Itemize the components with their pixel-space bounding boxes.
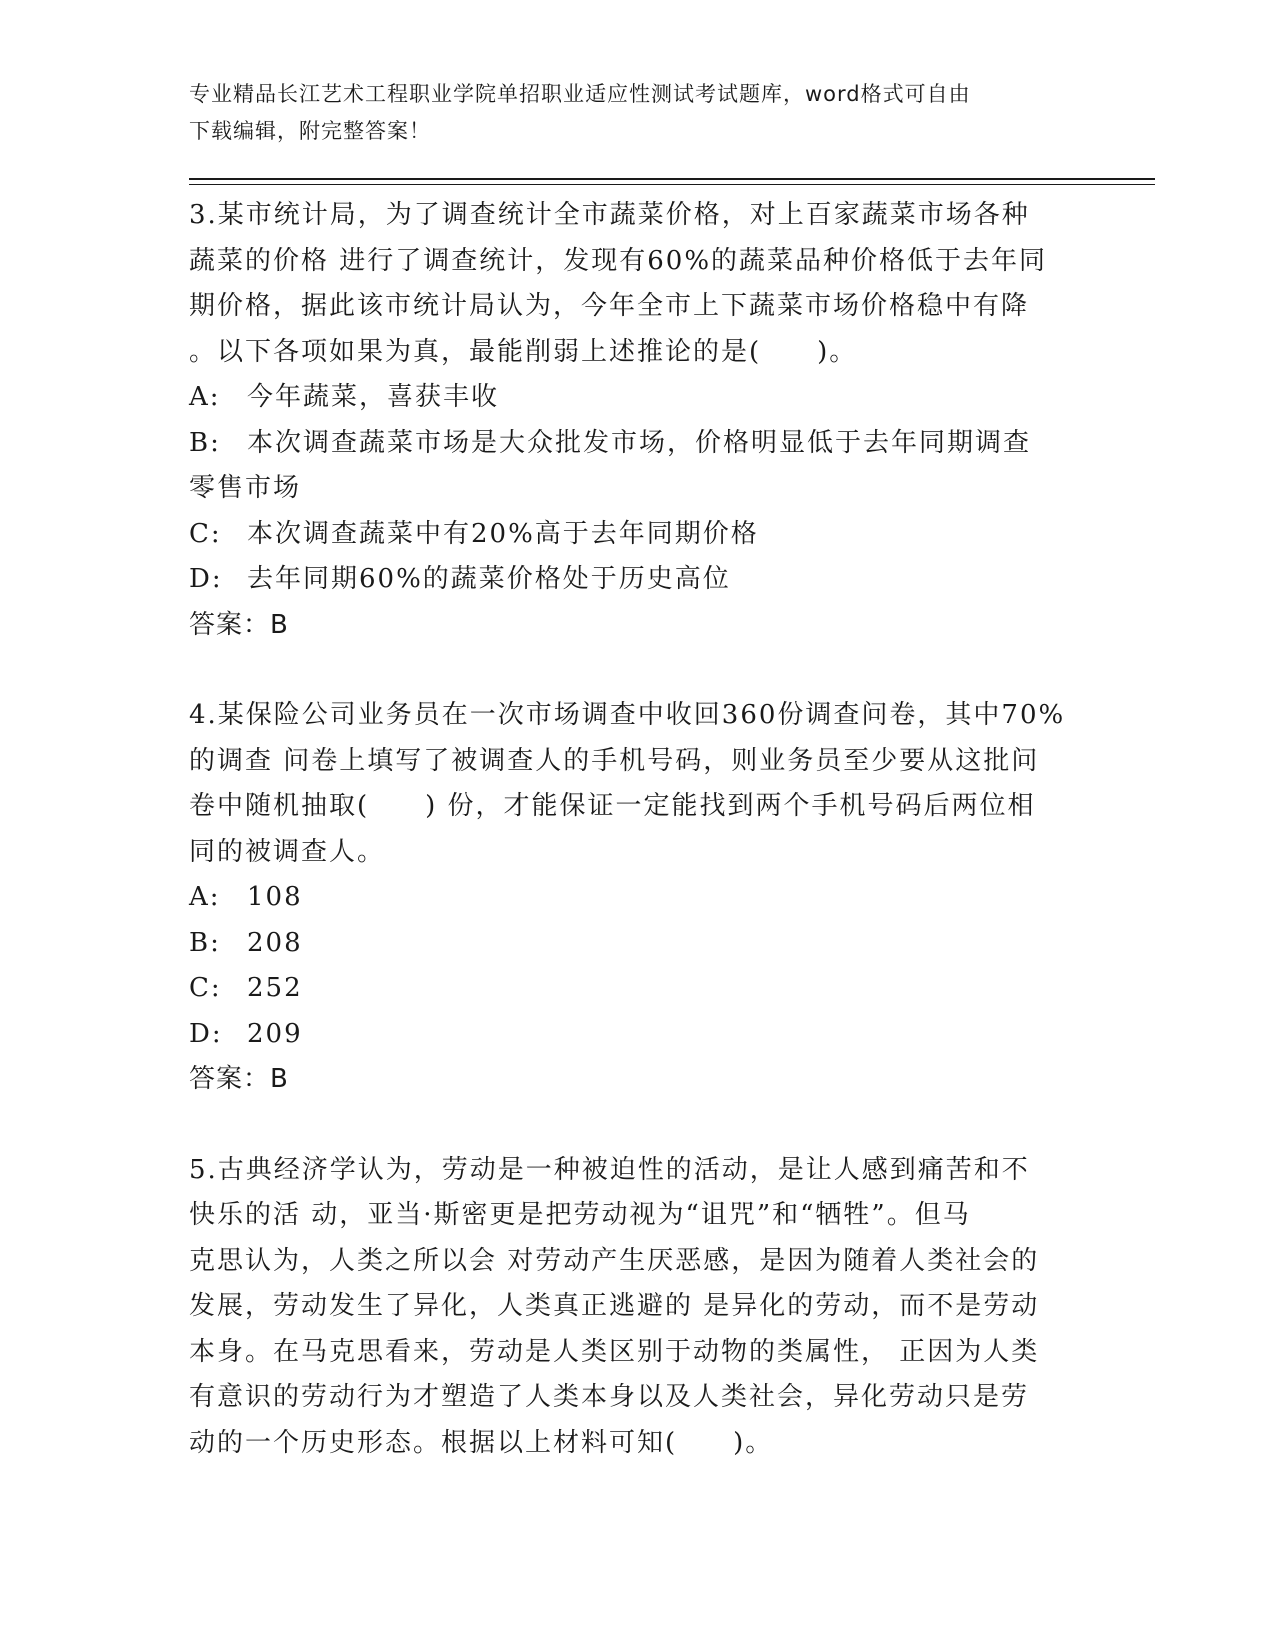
stem-line: 5.古典经济学认为，劳动是一种被迫性的活动，是让人感到痛苦和不 [189, 1154, 1030, 1185]
question-3 [189, 193, 1089, 648]
option-text: 252 [247, 973, 303, 1003]
stem-line: 蔬菜的价格 进行了调查统计，发现有60%的蔬菜品种价格低于去年同 [189, 245, 1048, 276]
question-stem [189, 1148, 1089, 1467]
option-text-continued: 零售市场 [189, 473, 302, 503]
option-letter: B: [189, 427, 221, 458]
stem-line: 的调查 问卷上填写了被调查人的手机号码，则业务员至少要从这批问 [189, 745, 1040, 776]
option-a [189, 375, 1089, 421]
option-letter: A: [189, 882, 221, 912]
stem-line: 有意识的劳动行为才塑造了人类本身以及人类社会，异化劳动只是劳 [189, 1382, 1030, 1412]
option-b [189, 921, 1089, 967]
stem-line: 。以下各项如果为真，最能削弱上述推论的是( )。 [189, 336, 858, 367]
question-stem [189, 693, 1089, 875]
option-letter: A: [189, 382, 221, 412]
option-a [189, 875, 1089, 921]
stem-line: 同的被调查人。 [189, 836, 386, 867]
option-c [189, 966, 1089, 1012]
stem-line: 期价格，据此该市统计局认为，今年全市上下蔬菜市场价格稳中有降 [189, 291, 1030, 321]
header-line-1: 专业精品长江艺术工程职业学院单招职业适应性测试考试题库，word格式可自由 [189, 82, 971, 106]
option-text: 去年同期60%的蔬菜价格处于历史高位 [247, 564, 731, 594]
stem-line: 动的一个历史形态。根据以上材料可知( )。 [189, 1427, 774, 1458]
header-rule-thick [189, 178, 1155, 180]
stem-line: 克思认为，人类之所以会 对劳动产生厌恶感，是因为随着人类社会的 [189, 1245, 1040, 1276]
question-stem [189, 193, 1089, 375]
answer-line: 答案：B [189, 1064, 289, 1094]
option-text: 108 [247, 882, 303, 912]
option-letter: B: [189, 927, 221, 958]
option-text: 本次调查蔬菜市场是大众批发市场，价格明显低于去年同期调查 [247, 427, 1032, 458]
option-d [189, 1012, 1089, 1058]
stem-line: 本身。在马克思看来，劳动是人类区别于动物的类属性， 正因为人类 [189, 1336, 1040, 1367]
option-letter: C: [189, 518, 222, 549]
option-letter: C: [189, 973, 222, 1003]
document-header [189, 76, 1089, 150]
option-text: 208 [247, 927, 303, 958]
stem-line: 卷中随机抽取( ) 份，才能保证一定能找到两个手机号码后两位相 [189, 791, 1036, 821]
stem-line: 4.某保险公司业务员在一次市场调查中收回360份调查问卷，其中70% [189, 700, 1066, 730]
option-b [189, 421, 1089, 512]
question-5 [189, 1148, 1089, 1467]
header-line-2: 下载编辑，附完整答案！ [189, 119, 431, 143]
spacer [189, 648, 1089, 693]
header-rule-thin [189, 184, 1155, 185]
stem-line: 发展，劳动发生了异化，人类真正逃避的 是异化的劳动，而不是劳动 [189, 1291, 1040, 1321]
option-text: 今年蔬菜，喜获丰收 [247, 382, 500, 412]
option-text: 209 [247, 1018, 303, 1049]
option-letter: D: [189, 1018, 223, 1049]
option-text: 本次调查蔬菜中有20%高于去年同期价格 [247, 518, 759, 549]
question-4 [189, 693, 1089, 1103]
spacer [189, 1103, 1089, 1148]
option-d [189, 557, 1089, 603]
option-c [189, 512, 1089, 558]
stem-line: 快乐的活 动，亚当·斯密更是把劳动视为“诅咒”和“牺牲”。但马 [189, 1200, 971, 1230]
document-body [189, 193, 1089, 1466]
stem-line: 3.某市统计局，为了调查统计全市蔬菜价格，对上百家蔬菜市场各种 [189, 200, 1030, 230]
answer-line: 答案：B [189, 609, 289, 640]
option-letter: D: [189, 564, 223, 594]
